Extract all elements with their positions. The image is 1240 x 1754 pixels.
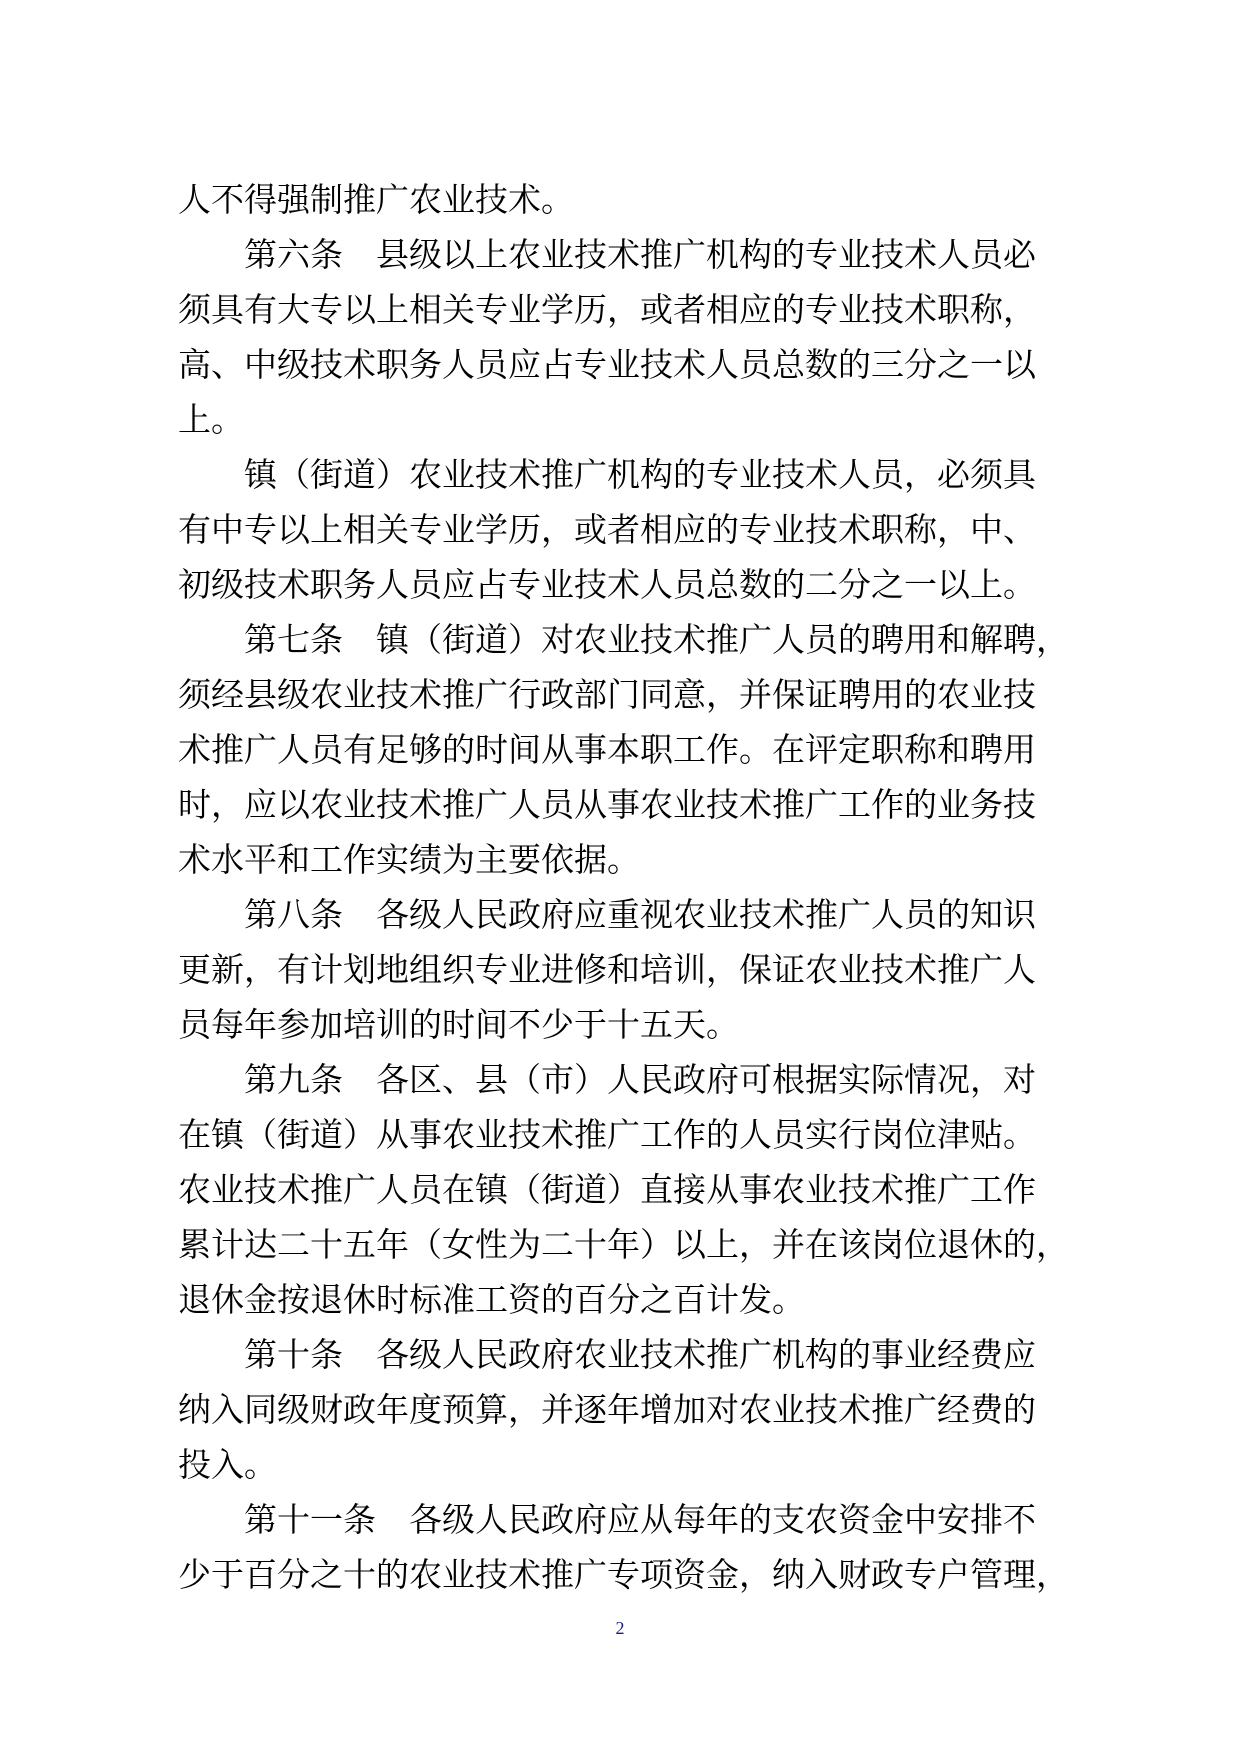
text-line: 须具有大专以上相关专业学历，或者相应的专业技术职称， [178, 290, 1036, 329]
text-line: 高、中级技术职务人员应占专业技术人员总数的三分之一以 [178, 345, 1036, 384]
text-line: 上。 [178, 400, 244, 439]
text-line: 须经县级农业技术推广行政部门同意，并保证聘用的农业技 [178, 675, 1036, 714]
text-line: 术水平和工作实绩为主要依据。 [178, 840, 640, 879]
text-line: 术推广人员有足够的时间从事本职工作。在评定职称和聘用 [178, 730, 1036, 769]
text-line: 员每年参加培训的时间不少于十五天。 [178, 1005, 739, 1044]
text-line: 累计达二十五年（女性为二十年）以上，并在该岗位退休的， [178, 1225, 1069, 1264]
text-line: 退休金按退休时标准工资的百分之百计发。 [178, 1280, 805, 1319]
text-line: 第八条 各级人民政府应重视农业技术推广人员的知识 [244, 895, 1036, 934]
text-line: 有中专以上相关专业学历，或者相应的专业技术职称，中、 [178, 510, 1036, 549]
body-text [178, 172, 1078, 1602]
text-line: 在镇（街道）从事农业技术推广工作的人员实行岗位津贴。 [178, 1115, 1036, 1154]
text-line: 少于百分之十的农业技术推广专项资金，纳入财政专户管理， [178, 1555, 1069, 1594]
text-line: 第七条 镇（街道）对农业技术推广人员的聘用和解聘， [244, 620, 1069, 659]
page-number: 2 [615, 1618, 625, 1638]
text-line: 第九条 各区、县（市）人民政府可根据实际情况，对 [244, 1060, 1036, 1099]
text-line: 镇（街道）农业技术推广机构的专业技术人员，必须具 [244, 455, 1036, 494]
text-line: 投入。 [178, 1445, 277, 1484]
text-line: 初级技术职务人员应占专业技术人员总数的二分之一以上。 [178, 565, 1036, 604]
text-line: 纳入同级财政年度预算，并逐年增加对农业技术推广经费的 [178, 1390, 1036, 1429]
text-line: 第六条 县级以上农业技术推广机构的专业技术人员必 [244, 235, 1036, 274]
text-line: 人不得强制推广农业技术。 [178, 180, 574, 219]
text-line: 第十条 各级人民政府农业技术推广机构的事业经费应 [244, 1335, 1036, 1374]
text-line: 更新，有计划地组织专业进修和培训，保证农业技术推广人 [178, 950, 1036, 989]
text-line: 时，应以农业技术推广人员从事农业技术推广工作的业务技 [178, 785, 1036, 824]
text-line: 农业技术推广人员在镇（街道）直接从事农业技术推广工作 [178, 1170, 1036, 1209]
text-line: 第十一条 各级人民政府应从每年的支农资金中安排不 [244, 1500, 1036, 1539]
